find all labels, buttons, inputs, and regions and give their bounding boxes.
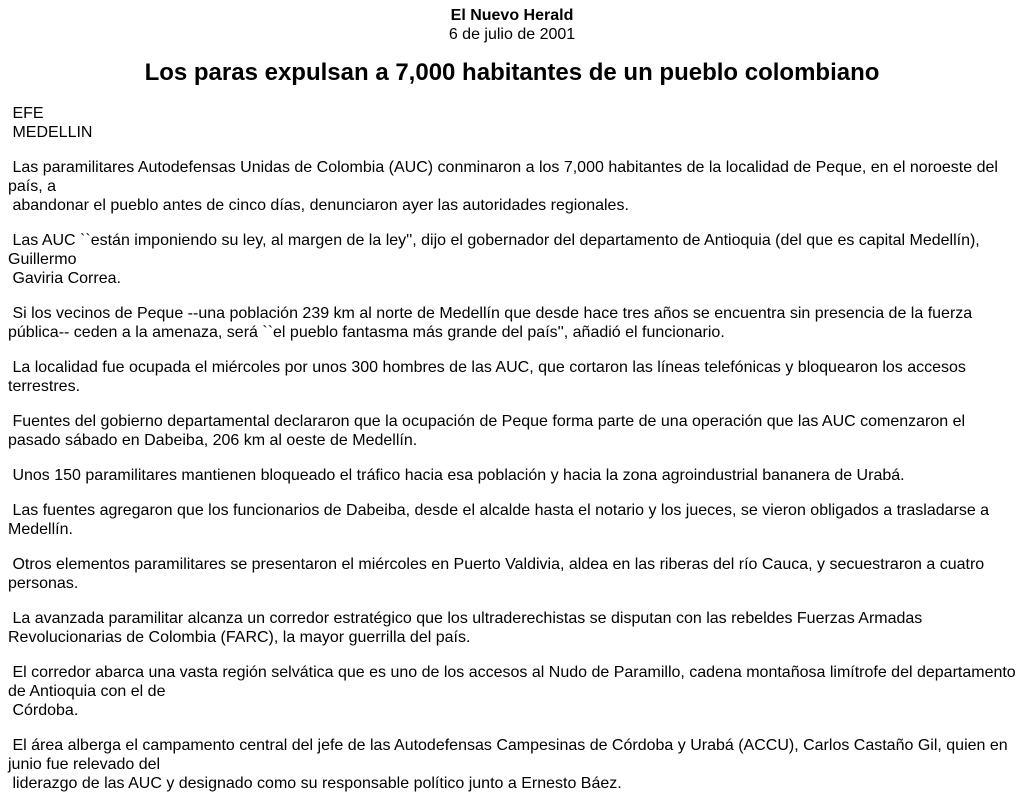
article-paragraph xyxy=(8,501,1016,539)
article-body xyxy=(0,104,1024,793)
article-headline: Los paras expulsan a 7,000 habitantes de un pueblo colombiano xyxy=(144,59,880,86)
masthead xyxy=(0,0,1024,44)
paragraph-line: Otros elementos paramilitares se presentaron el miércoles en Puerto Valdivia, aldea en las riberas del río Cauca, y secuestraron a cuatro personas. xyxy=(8,556,989,592)
article-paragraph xyxy=(8,304,1016,342)
article-paragraph xyxy=(8,466,1016,485)
article-paragraph xyxy=(8,358,1016,396)
article-paragraph xyxy=(8,736,1016,793)
paragraph-line: Las AUC ``están imponiendo su ley, al margen de la ley'', dijo el gobernador del departamento de Antioquia (del que es capital Medellín), Guillermo xyxy=(8,232,985,268)
paragraph-line: La avanzada paramilitar alcanza un corredor estratégico que los ultraderechistas se disputan con las rebeldes Fuerzas Armadas Revolucionarias de Colombia (FARC), la mayor guerrilla del país. xyxy=(8,610,927,646)
publication-name: El Nuevo Herald xyxy=(450,7,574,24)
article-paragraph xyxy=(8,609,1016,647)
byline-agency: EFE xyxy=(8,105,44,122)
paragraph-line: Las paramilitares Autodefensas Unidas de Colombia (AUC) conminaron a los 7,000 habitantes de la localidad de Peque, en el noroeste del país, a xyxy=(8,159,1003,195)
paragraph-line: Fuentes del gobierno departamental declararon que la ocupación de Peque forma parte de una operación que las AUC comenzaron el pasado sábado en Dabeiba, 206 km al oeste de Medellín. xyxy=(8,413,970,449)
byline xyxy=(8,104,1016,142)
paragraph-line: La localidad fue ocupada el miércoles por unos 300 hombres de las AUC, que cortaron las líneas telefónicas y bloquearon los accesos terrestres. xyxy=(8,359,971,395)
article-paragraph xyxy=(8,231,1016,288)
article-paragraph xyxy=(8,663,1021,720)
paragraph-line: Las fuentes agregaron que los funcionarios de Dabeiba, desde el alcalde hasta el notario y los jueces, se vieron obligados a trasladarse a Medellín. xyxy=(8,502,994,538)
publication-date: 6 de julio de 2001 xyxy=(448,26,576,43)
paragraph-line: Gaviria Correa. xyxy=(8,270,121,287)
paragraph-line: Si los vecinos de Peque --una población 239 km al norte de Medellín que desde hace tres años se encuentra sin presencia de la fuerza pública-- ceden a la amenaza, será ``el pueblo fantasma más grande del país'', añadió el funcionario. xyxy=(8,305,977,341)
paragraph-line: El corredor abarca una vasta región selvática que es uno de los accesos al Nudo de Paramillo, cadena montañosa limítrofe del departamento de Antioquia con el de xyxy=(8,664,1021,700)
article-paragraph xyxy=(8,555,1016,593)
paragraph-line: abandonar el pueblo antes de cinco días, denunciaron ayer las autoridades regionales. xyxy=(8,197,629,214)
article-paragraph xyxy=(8,158,1016,215)
article-paragraphs xyxy=(8,158,1021,793)
paragraph-line: Unos 150 paramilitares mantienen bloqueado el tráfico hacia esa población y hacia la zona agroindustrial bananera de Urabá. xyxy=(8,467,905,484)
paragraph-line: El área alberga el campamento central del jefe de las Autodefensas Campesinas de Córdoba y Urabá (ACCU), Carlos Castaño Gil, quien en junio fue relevado del xyxy=(8,737,1013,773)
paragraph-line: Córdoba. xyxy=(8,702,79,719)
paragraph-line: liderazgo de las AUC y designado como su responsable político junto a Ernesto Báez. xyxy=(8,775,622,792)
article-paragraph xyxy=(8,412,1016,450)
byline-location: MEDELLIN xyxy=(8,124,93,141)
